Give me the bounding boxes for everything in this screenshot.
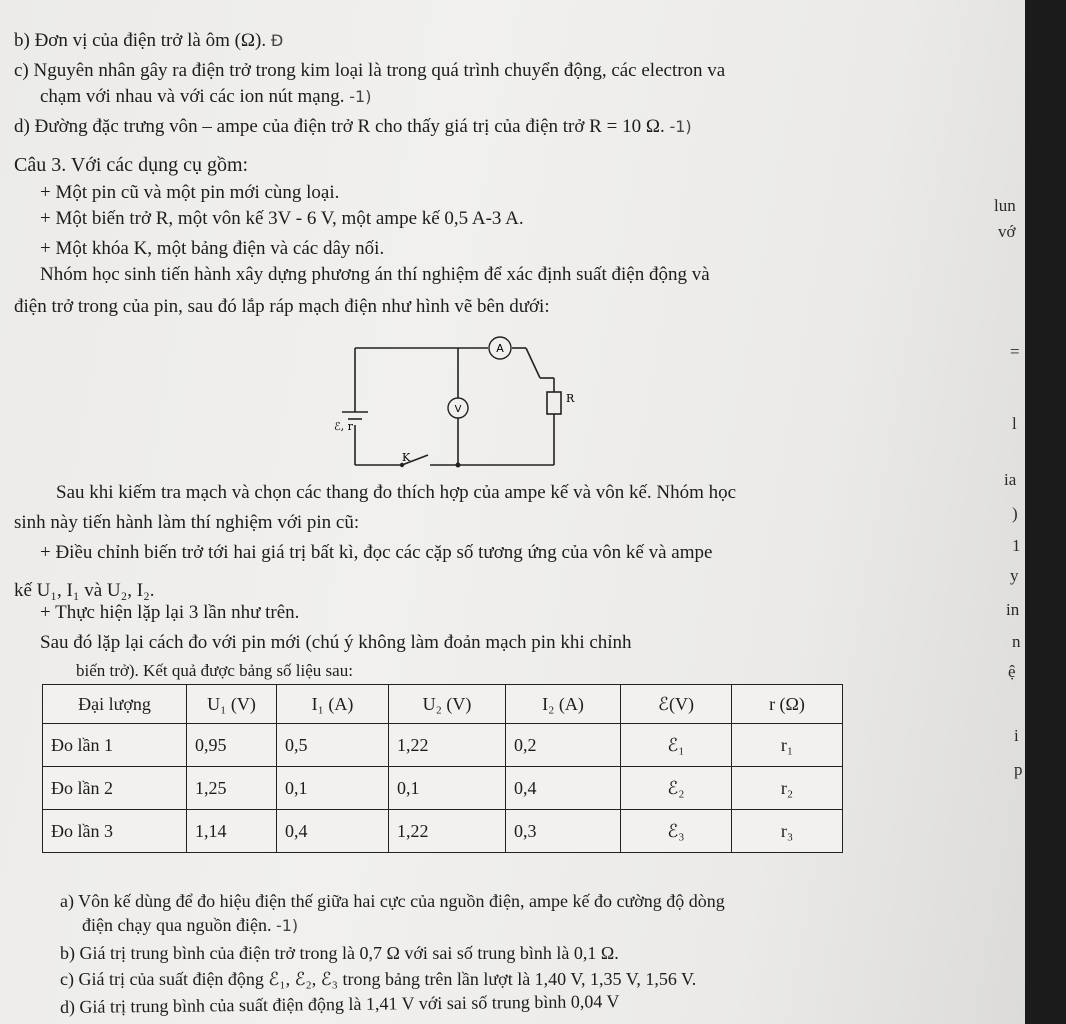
table-header: I₂ (A): [506, 685, 621, 724]
margin-fragment: l: [1012, 414, 1017, 433]
circuit-diagram: [330, 330, 580, 475]
table-cell: ℰ₁: [621, 724, 732, 767]
margin-fragment: ): [1012, 504, 1018, 523]
statement-b-text: b) Đơn vị của điện trở là ôm (Ω).: [14, 30, 267, 51]
item-3: + Một khóa K, một bảng điện và các dây nối.: [40, 238, 385, 259]
item-1: + Một pin cũ và một pin mới cùng loại.: [40, 182, 340, 203]
table-cell: 0,1: [277, 767, 389, 810]
answer-a-line2: [82, 914, 298, 937]
voltmeter-icon: [448, 398, 468, 418]
table-header-row: [43, 685, 843, 724]
table-cell: 0,5: [277, 724, 389, 767]
table-header: I₁ (A): [277, 685, 389, 724]
margin-fragment: lun: [994, 196, 1016, 215]
item-2: + Một biến trở R, một vôn kế 3V - 6 V, một ampe kế 0,5 A-3 A.: [40, 208, 524, 229]
table-cell: 1,25: [187, 767, 277, 810]
margin-fragment: p: [1014, 760, 1023, 779]
resistor-label: R: [566, 392, 575, 405]
margin-fragment: =: [1010, 342, 1020, 361]
margin-fragment: 1: [1012, 536, 1021, 555]
table-cell: 0,1: [389, 767, 506, 810]
data-table: [42, 684, 843, 853]
table-cell: r₃: [732, 810, 843, 853]
table-cell: Đo lần 3: [43, 810, 187, 853]
margin-fragment: ia: [1004, 470, 1017, 489]
answer-a-text: điện chạy qua nguồn điện.: [82, 915, 272, 935]
statement-d-text: d) Đường đặc trưng vôn – ampe của điện trở R cho thấy giá trị của điện trở R = 10 Ω.: [14, 116, 665, 137]
table-cell: Đo lần 2: [43, 767, 187, 810]
table-cell: 1,22: [389, 810, 506, 853]
table-cell: Đo lần 1: [43, 724, 187, 767]
procedure-line5: + Thực hiện lặp lại 3 lần như trên.: [40, 602, 300, 623]
statement-c-text: chạm với nhau và với các ion nút mạng.: [40, 86, 345, 107]
answer-d: d) Giá trị trung bình của suất điện động là 1,41 V với sai số trung bình 0,04 V: [59, 991, 620, 1017]
answer-b: b) Giá trị trung bình của điện trở trong là 0,7 Ω với sai số trung bình là 0,1 Ω.: [60, 943, 619, 963]
question-3-title: Câu 3. Với các dụng cụ gồm:: [14, 154, 249, 176]
table-cell: r₁: [732, 724, 843, 767]
table-cell: 0,95: [187, 724, 277, 767]
table-cell: 1,22: [389, 724, 506, 767]
table-header: Đại lượng: [43, 685, 187, 724]
answer-c: c) Giá trị của suất điện động ℰ₁, ℰ₂, ℰ₃ trong bảng trên lần lượt là 1,40 V, 1,35 V, 1,56 V.: [60, 969, 697, 989]
voltmeter-label: V: [454, 404, 462, 415]
switch-label: K: [402, 451, 411, 464]
table-cell: 1,14: [187, 810, 277, 853]
table-row: [43, 724, 843, 767]
table-row: [43, 767, 843, 810]
ammeter-icon: [489, 337, 511, 359]
table-cell: ℰ₂: [621, 767, 732, 810]
table-cell: 0,4: [506, 767, 621, 810]
answer-a-line1: a) Vôn kế dùng để đo hiệu điện thế giữa hai cực của nguồn điện, ampe kế đo cường độ dòng: [60, 891, 725, 911]
margin-fragment: y: [1010, 566, 1019, 585]
handwritten-mark: -1): [349, 87, 372, 106]
margin-fragment: n: [1012, 632, 1021, 651]
table-header: U₁ (V): [187, 685, 277, 724]
handwritten-mark: Đ: [270, 31, 284, 50]
table-cell: r₂: [732, 767, 843, 810]
statement-d: [14, 116, 692, 138]
statement-c-line2: [40, 86, 371, 108]
table-header: r (Ω): [732, 685, 843, 724]
procedure-line3: + Điều chỉnh biến trở tới hai giá trị bất kì, đọc các cặp số tương ứng của vôn kế và ampe: [40, 542, 713, 563]
paragraph-line2: điện trở trong của pin, sau đó lắp ráp mạch điện như hình vẽ bên dưới:: [14, 296, 550, 317]
handwritten-mark: -1): [669, 117, 692, 136]
margin-fragment: i: [1014, 726, 1019, 745]
margin-fragment: ệ: [1008, 662, 1016, 681]
table-cell: 0,4: [277, 810, 389, 853]
table-cell: 0,2: [506, 724, 621, 767]
table-header: ℰ(V): [621, 685, 732, 724]
table-cell: 0,3: [506, 810, 621, 853]
procedure-line4: kế U₁, I₁ và U₂, I₂.: [14, 580, 155, 601]
procedure-line7: biến trở). Kết quả được bảng số liệu sau:: [76, 661, 353, 680]
paragraph-line1: Nhóm học sinh tiến hành xây dựng phương án thí nghiệm để xác định suất điện động và: [40, 264, 710, 285]
procedure-line2: sinh này tiến hành làm thí nghiệm với pin cũ:: [14, 512, 360, 533]
table-cell: ℰ₃: [621, 810, 732, 853]
margin-fragment: in: [1006, 600, 1020, 619]
procedure-line6: Sau đó lặp lại cách đo với pin mới (chú ý không làm đoản mạch pin khi chỉnh: [40, 632, 632, 653]
table-header: U₂ (V): [389, 685, 506, 724]
statement-c-line1: c) Nguyên nhân gây ra điện trở trong kim loại là trong quá trình chuyển động, các electron va: [14, 60, 726, 81]
statement-b: [14, 30, 283, 52]
source-label: ℰ, r: [334, 420, 353, 433]
ammeter-label: A: [496, 342, 504, 355]
procedure-line1: Sau khi kiếm tra mạch và chọn các thang đo thích hợp của ampe kế và vôn kế. Nhóm học: [56, 482, 737, 503]
handwritten-mark: -1): [275, 916, 299, 935]
margin-fragment: vớ: [998, 222, 1016, 241]
table-row: [43, 810, 843, 853]
